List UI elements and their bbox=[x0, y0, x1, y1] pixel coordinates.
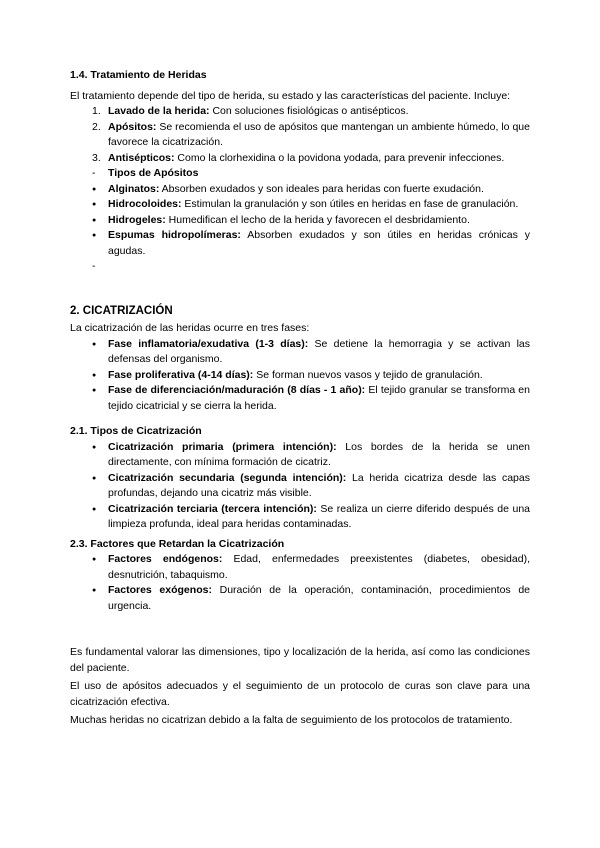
bullet-marker: ● bbox=[92, 587, 97, 594]
item-lead: Antisépticos: bbox=[108, 151, 175, 164]
item-lead: Hidrogeles: bbox=[108, 213, 166, 226]
list-item-body bbox=[108, 583, 530, 614]
bullet-marker: ● bbox=[92, 371, 97, 379]
bullet-item bbox=[70, 383, 530, 414]
bullet-marker: ● bbox=[92, 185, 97, 193]
list-item-body bbox=[108, 502, 530, 533]
bullet-marker: ● bbox=[92, 232, 97, 239]
list-item-body bbox=[108, 259, 530, 275]
bullet-item bbox=[70, 471, 530, 502]
heading-healing: 2. CICATRIZACIÓN bbox=[70, 304, 173, 317]
paragraph-healing-intro: La cicatrización de las heridas ocurre en tres fases: bbox=[70, 322, 310, 334]
heading-healing-types: 2.1. Tipos de Cicatrización bbox=[70, 425, 202, 437]
list-item-body bbox=[108, 337, 530, 368]
bullet-marker: ● bbox=[92, 556, 97, 563]
heading-treatment: 1.4. Tratamiento de Heridas bbox=[70, 69, 207, 81]
numbered-item bbox=[70, 151, 530, 167]
item-text: Edad, enfermedades preexistentes (diabetes, obesidad), desnutrición, tabaquismo. bbox=[108, 553, 530, 581]
list-item-body bbox=[108, 471, 530, 502]
item-text: Estimulan la granulación y son útiles en heridas en fase de granulación. bbox=[181, 198, 519, 210]
item-text: La herida cicatriza desde las capas profundas, dejando una cicatriz más visible. bbox=[108, 471, 530, 499]
item-lead: Fase proliferativa (4-14 días): bbox=[108, 368, 254, 381]
dash-marker: - bbox=[92, 260, 96, 272]
item-lead: Apósitos: bbox=[108, 120, 157, 133]
item-lead: Factores endógenos: bbox=[108, 553, 223, 565]
numbered-item bbox=[70, 120, 530, 151]
bullet-item bbox=[70, 337, 530, 368]
list-item-body bbox=[108, 197, 530, 213]
item-lead: Hidrocoloides: bbox=[108, 198, 182, 210]
closing-paragraph: Muchas heridas no cicatrizan debido a la falta de seguimiento de los protocolos de tratamiento. bbox=[70, 714, 513, 726]
numbered-item bbox=[70, 104, 530, 120]
dash-marker: - bbox=[92, 167, 96, 179]
item-lead: Fase de diferenciación/maduración (8 días - 1 año): bbox=[108, 384, 366, 396]
list-item-body bbox=[108, 383, 530, 414]
item-text: Se detiene la hemorragia y se activan las defensas del organismo. bbox=[108, 337, 530, 365]
bullet-item bbox=[70, 502, 530, 533]
list-item-body bbox=[108, 552, 530, 583]
list-number: 1. bbox=[92, 105, 101, 117]
item-lead: Cicatrización primaria (primera intención): bbox=[108, 440, 337, 453]
bullet-item bbox=[70, 368, 530, 384]
list-item-body bbox=[108, 120, 530, 151]
list-item-body bbox=[108, 104, 530, 120]
item-lead: Tipos de Apósitos bbox=[108, 167, 199, 179]
bullet-marker: ● bbox=[92, 340, 97, 348]
list-item-body bbox=[108, 166, 530, 182]
bullet-marker: ● bbox=[92, 505, 97, 513]
bullet-item bbox=[70, 552, 530, 583]
bullet-item bbox=[70, 440, 530, 471]
closing-paragraph: Es fundamental valorar las dimensiones, tipo y localización de la herida, así como las condiciones del paciente. bbox=[70, 646, 530, 674]
bullet-marker: ● bbox=[92, 387, 97, 394]
item-text: Absorben exudados y son útiles en heridas crónicas y agudas. bbox=[108, 229, 530, 257]
bullet-item bbox=[70, 213, 530, 229]
item-lead: Cicatrización secundaria (segunda intención): bbox=[108, 471, 347, 484]
list-item-body bbox=[108, 228, 530, 259]
item-text: Duración de la operación, contaminación, procedimientos de urgencia. bbox=[108, 584, 530, 612]
list-item-body bbox=[108, 182, 530, 198]
paragraph-treatment-intro: El tratamiento depende del tipo de herida, su estado y las características del paciente. Incluye: bbox=[70, 89, 511, 102]
item-text: El tejido granular se transforma en tejido cicatricial y se cierra la herida. bbox=[108, 384, 530, 412]
list-number: 3. bbox=[92, 151, 101, 164]
list-item-body bbox=[108, 151, 530, 167]
item-text: Los bordes de la herida se unen directamente, con mínima formación de cicatriz. bbox=[108, 440, 530, 468]
item-text: Humedifican el lecho de la herida y favorecen el desbridamiento. bbox=[165, 213, 470, 226]
bullet-item bbox=[70, 228, 530, 259]
closing-paragraph: El uso de apósitos adecuados y el seguimiento de un protocolo de curas son clave para una cicatrización efectiva. bbox=[70, 680, 530, 708]
item-text: Se recomienda el uso de apósitos que mantengan un ambiente húmedo, lo que favorece la cicatrización. bbox=[108, 120, 530, 148]
bullet-marker: ● bbox=[92, 201, 97, 208]
item-text: Se forman nuevos vasos y tejido de granulación. bbox=[253, 368, 483, 381]
item-lead: Factores exógenos: bbox=[108, 584, 212, 596]
list-item-body bbox=[108, 368, 530, 384]
item-text: Se realiza un cierre diferido después de una limpieza profunda, ideal para heridas contaminadas. bbox=[108, 502, 530, 530]
item-text: Con soluciones fisiológicas o antisépticos. bbox=[209, 105, 409, 117]
list-item-body bbox=[108, 440, 530, 471]
item-lead: Fase inflamatoria/exudativa (1-3 días): bbox=[108, 337, 309, 350]
bullet-item bbox=[70, 197, 530, 213]
dash-item bbox=[70, 166, 530, 182]
bullet-item bbox=[70, 583, 530, 614]
item-lead: Alginatos: bbox=[108, 182, 160, 195]
bullet-marker: ● bbox=[92, 474, 97, 482]
heading-delay-factors: 2.3. Factores que Retardan la Cicatrización bbox=[70, 537, 285, 550]
bullet-item bbox=[70, 182, 530, 198]
dash-item-empty bbox=[70, 259, 530, 275]
closing-paragraphs bbox=[70, 645, 530, 729]
list-number: 2. bbox=[92, 120, 101, 133]
item-text: Absorben exudados y son ideales para heridas con fuerte exudación. bbox=[159, 182, 484, 195]
item-text: Como la clorhexidina o la povidona yodada, para prevenir infecciones. bbox=[174, 151, 505, 164]
bullet-marker: ● bbox=[92, 216, 97, 224]
bullet-marker: ● bbox=[92, 443, 97, 451]
list-item-body bbox=[108, 213, 530, 229]
item-lead: Lavado de la herida: bbox=[108, 105, 210, 117]
item-lead: Espumas hidropolímeras: bbox=[108, 229, 241, 241]
item-lead: Cicatrización terciaria (tercera intención): bbox=[108, 502, 317, 515]
